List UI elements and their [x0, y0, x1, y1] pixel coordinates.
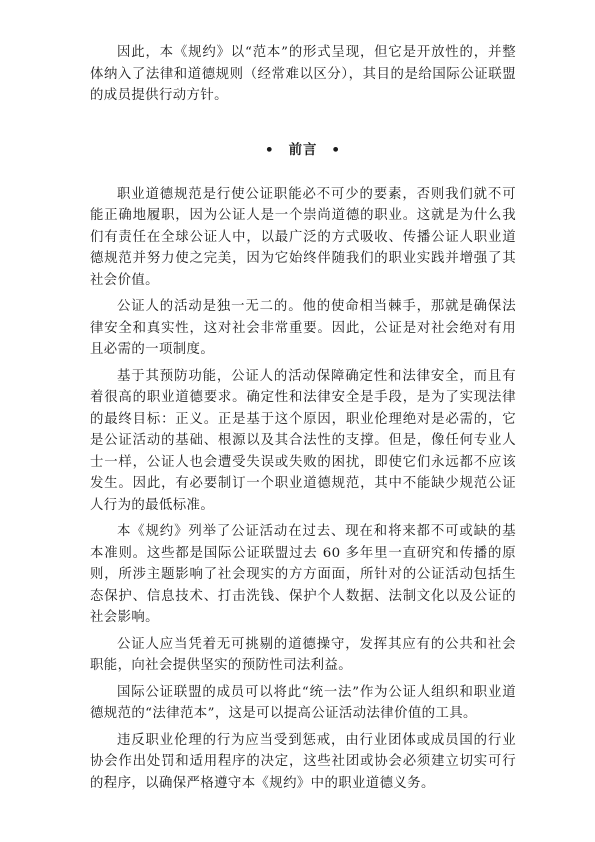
body-paragraph: 违反职业伦理的行为应当受到惩戒，由行业团体或成员国的行业协会作出处罚和适用程序的决定，这些社团或协会必须建立切实可行的程序，以确保严格遵守本《规约》中的职业道德义务。 [90, 732, 516, 791]
bullet-right-icon: • [331, 141, 341, 158]
document-body [90, 42, 516, 799]
body-paragraph: 基于其预防功能，公证人的活动保障确定性和法律安全，而且有着很高的职业道德要求。确定性和法律安全是手段，是为了实现法律的最终目标：正义。正是基于这个原因，职业伦理绝对是必需的，它是公证活动的基础、根源以及其合法性的支撑。但是，像任何专业人士一样，公证人也会遭受失误或失败的困扰，即使它们永远都不应该发生。因此，有必要制订一个职业道德规范，其中不能缺少规范公证人行为的最低标准。 [90, 368, 516, 513]
body-paragraph: 公证人的活动是独一无二的。他的使命相当棘手，那就是确保法律安全和真实性，这对社会非常重要。因此，公证是对社会绝对有用且必需的一项制度。 [90, 299, 516, 357]
section-title: 前言 [288, 141, 318, 158]
bullet-left-icon: • [265, 141, 275, 158]
body-paragraph: 公证人应当凭着无可挑剔的道德操守，发挥其应有的公共和社会职能，向社会提供坚实的预防性司法利益。 [90, 636, 516, 673]
body-paragraph: 本《规约》列举了公证活动在过去、现在和将来都不可或缺的基本准则。这些都是国际公证联盟过去 60 多年里一直研究和传播的原则，所涉主题影响了社会现实的方方面面，所针对的公证活动包括生态保护、信息技术、打击洗钱、保护个人数据、法制文化以及公证的社会影响。 [90, 524, 516, 625]
body-paragraph: 职业道德规范是行使公证职能必不可少的要素，否则我们就不可能正确地履职，因为公证人是一个崇尚道德的职业。这就是为什么我们有责任在全球公证人中，以最广泛的方式吸收、传播公证人职业道德规范并努力使之完美，因为它始终伴随我们的职业实践并增强了其社会价值。 [90, 186, 516, 288]
body-paragraph: 国际公证联盟的成员可以将此“统一法”作为公证人组织和职业道德规范的“法律范本”，这是可以提高公证活动法律价值的工具。 [90, 684, 516, 721]
intro-paragraph: 因此，本《规约》以“范本”的形式呈现，但它是开放性的，并整体纳入了法律和道德规则（经常难以区分），其目的是给国际公证联盟的成员提供行动方针。 [90, 45, 516, 103]
section-heading [90, 139, 516, 158]
